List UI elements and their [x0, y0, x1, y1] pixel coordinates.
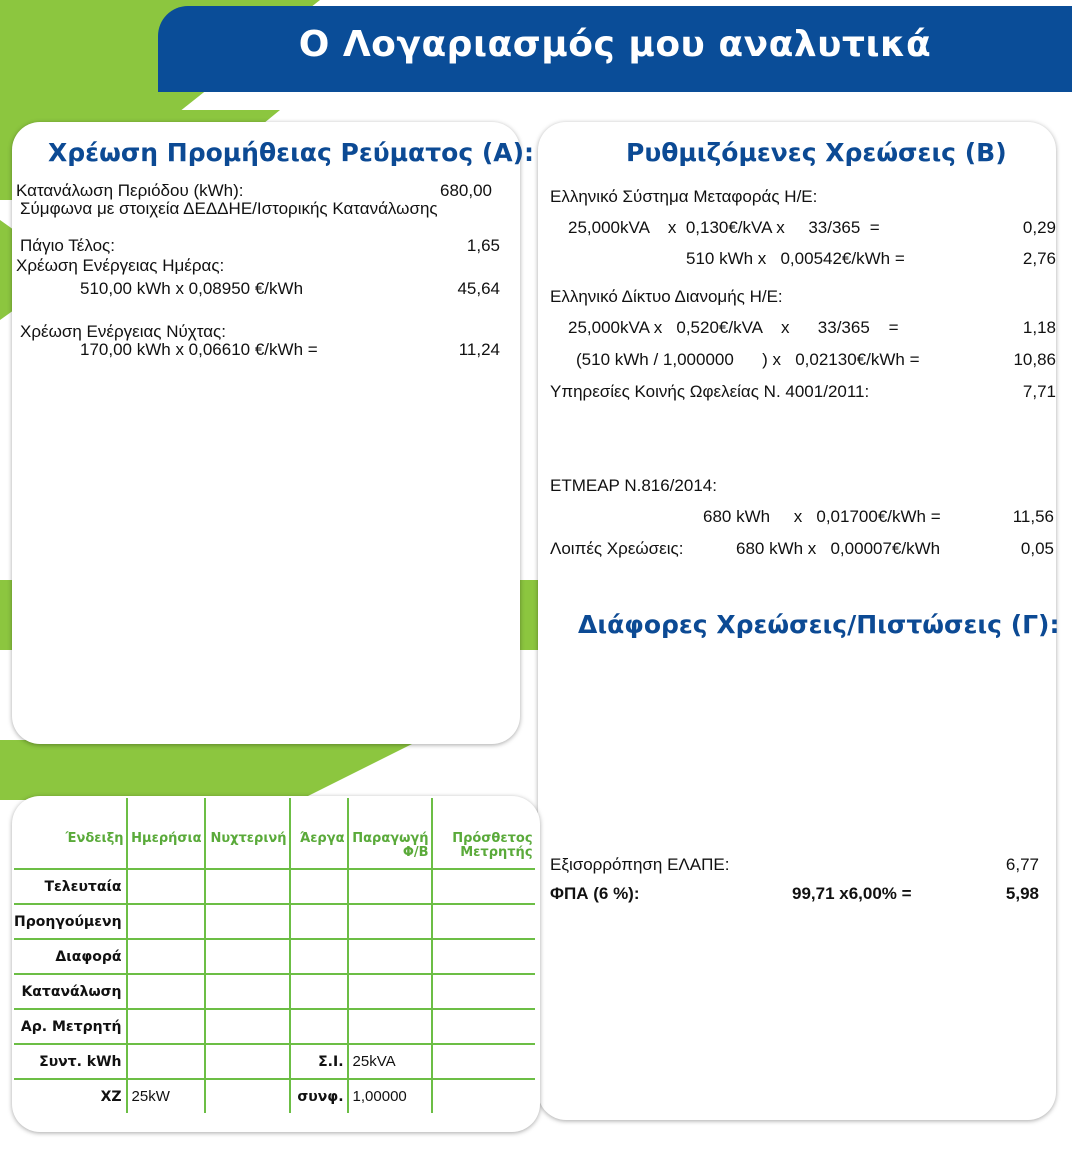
row-label-meter-number: Αρ. Μετρητή	[14, 1009, 127, 1044]
night-energy-calc: 170,00 kWh x 0,06610 €/kWh =	[80, 340, 318, 359]
etmear-line: 680 kWh x 0,01700€/kWh =	[703, 507, 941, 526]
consumption-note: Σύμφωνα με στοιχεία ΔΕΔΔΗΕ/Ιστορικής Κατανάλωσης	[20, 199, 438, 218]
consumption-label: Κατανάλωση Περιόδου (kWh):	[16, 181, 244, 200]
etmear-value: 11,56	[1012, 507, 1054, 526]
page-title: Ο Λογαριασμός μου αναλυτικά	[298, 24, 932, 65]
elape-value: 6,77	[1005, 855, 1039, 874]
public-service-label: Υπηρεσίες Κοινής Ωφελείας Ν. 4001/2011:	[550, 382, 870, 401]
row-label-xz: ΧΖ	[14, 1079, 127, 1113]
table-row	[14, 1009, 535, 1044]
transmission-value1: 0,29	[1022, 218, 1056, 237]
day-energy-label: Χρέωση Ενέργειας Ημέρας:	[16, 256, 225, 275]
table-row	[14, 869, 535, 904]
other-charges-calc: 680 kWh x 0,00007€/kWh	[736, 539, 941, 558]
panel-supply-charges	[12, 122, 535, 744]
table-row	[14, 939, 535, 974]
synf-label: συνφ.	[290, 1079, 348, 1113]
distribution-value2: 10,86	[1013, 350, 1056, 369]
col-header-pv-production: Παραγωγή Φ/Β	[348, 798, 432, 869]
panel-a-title: Χρέωση Προμήθειας Ρεύματος (Α):	[48, 138, 535, 167]
xz-value: 25kW	[127, 1079, 205, 1113]
row-label-coefficient: Συντ. kWh	[14, 1044, 127, 1079]
table-row	[14, 974, 535, 1009]
col-header-extra-meter: Πρόσθετος Μετρητής	[432, 798, 535, 869]
synf-value: 1,00000	[348, 1079, 432, 1113]
col-header-night: Νυχτερινή	[205, 798, 290, 869]
elape-label: Εξισορρόπηση ΕΛΑΠΕ:	[550, 855, 730, 874]
distribution-value1: 1,18	[1022, 318, 1056, 337]
vat-label: ΦΠΑ (6 %):	[550, 884, 640, 903]
other-charges-label: Λοιπές Χρεώσεις:	[550, 539, 684, 558]
panel-c-title: Διάφορες Χρεώσεις/Πιστώσεις (Γ):	[578, 610, 1060, 639]
etmear-label: ΕΤΜΕΑΡ Ν.816/2014:	[550, 476, 717, 495]
night-energy-value: 11,24	[458, 340, 500, 359]
col-header-reading: Ένδειξη	[14, 798, 127, 869]
table-row	[14, 1079, 535, 1113]
distribution-line2: (510 kWh / 1,000000 ) x 0,02130€/kWh =	[576, 350, 920, 369]
transmission-line2: 510 kWh x 0,00542€/kWh =	[686, 249, 905, 268]
row-label-difference: Διαφορά	[14, 939, 127, 974]
public-service-value: 7,71	[1022, 382, 1056, 401]
si-value: 25kVA	[348, 1044, 432, 1079]
meter-readings-table	[14, 798, 535, 1113]
transmission-value2: 2,76	[1022, 249, 1056, 268]
col-header-day: Ημερήσια	[127, 798, 205, 869]
night-energy-label: Χρέωση Ενέργειας Νύχτας:	[20, 322, 226, 341]
header-bar	[158, 6, 1072, 92]
table-row	[14, 904, 535, 939]
transmission-label: Ελληνικό Σύστημα Μεταφοράς Η/Ε:	[550, 187, 818, 206]
day-energy-calc: 510,00 kWh x 0,08950 €/kWh	[80, 279, 304, 298]
distribution-label: Ελληνικό Δίκτυο Διανομής Η/Ε:	[550, 287, 783, 306]
fixed-fee-label: Πάγιο Τέλος:	[20, 236, 115, 255]
row-label-consumption: Κατανάλωση	[14, 974, 127, 1009]
table-header-row	[14, 798, 535, 869]
consumption-value: 680,00	[440, 181, 492, 200]
vat-calc: 99,71 x6,00% =	[792, 884, 912, 903]
row-label-last: Τελευταία	[14, 869, 127, 904]
vat-value: 5,98	[1005, 884, 1039, 903]
day-energy-value: 45,64	[457, 279, 500, 298]
si-label: Σ.Ι.	[290, 1044, 348, 1079]
fixed-fee-value: 1,65	[466, 236, 500, 255]
other-charges-value: 0,05	[1020, 539, 1054, 558]
table-row	[14, 1044, 535, 1079]
col-header-reactive: Άεργα	[290, 798, 348, 869]
distribution-line1: 25,000kVA x 0,520€/kVA x 33/365 =	[568, 318, 899, 337]
panel-b-title: Ρυθμιζόμενες Χρεώσεις (Β)	[626, 138, 1007, 167]
transmission-line1: 25,000kVA x 0,130€/kVA x 33/365 =	[568, 218, 880, 237]
row-label-previous: Προηγούμενη	[14, 904, 127, 939]
